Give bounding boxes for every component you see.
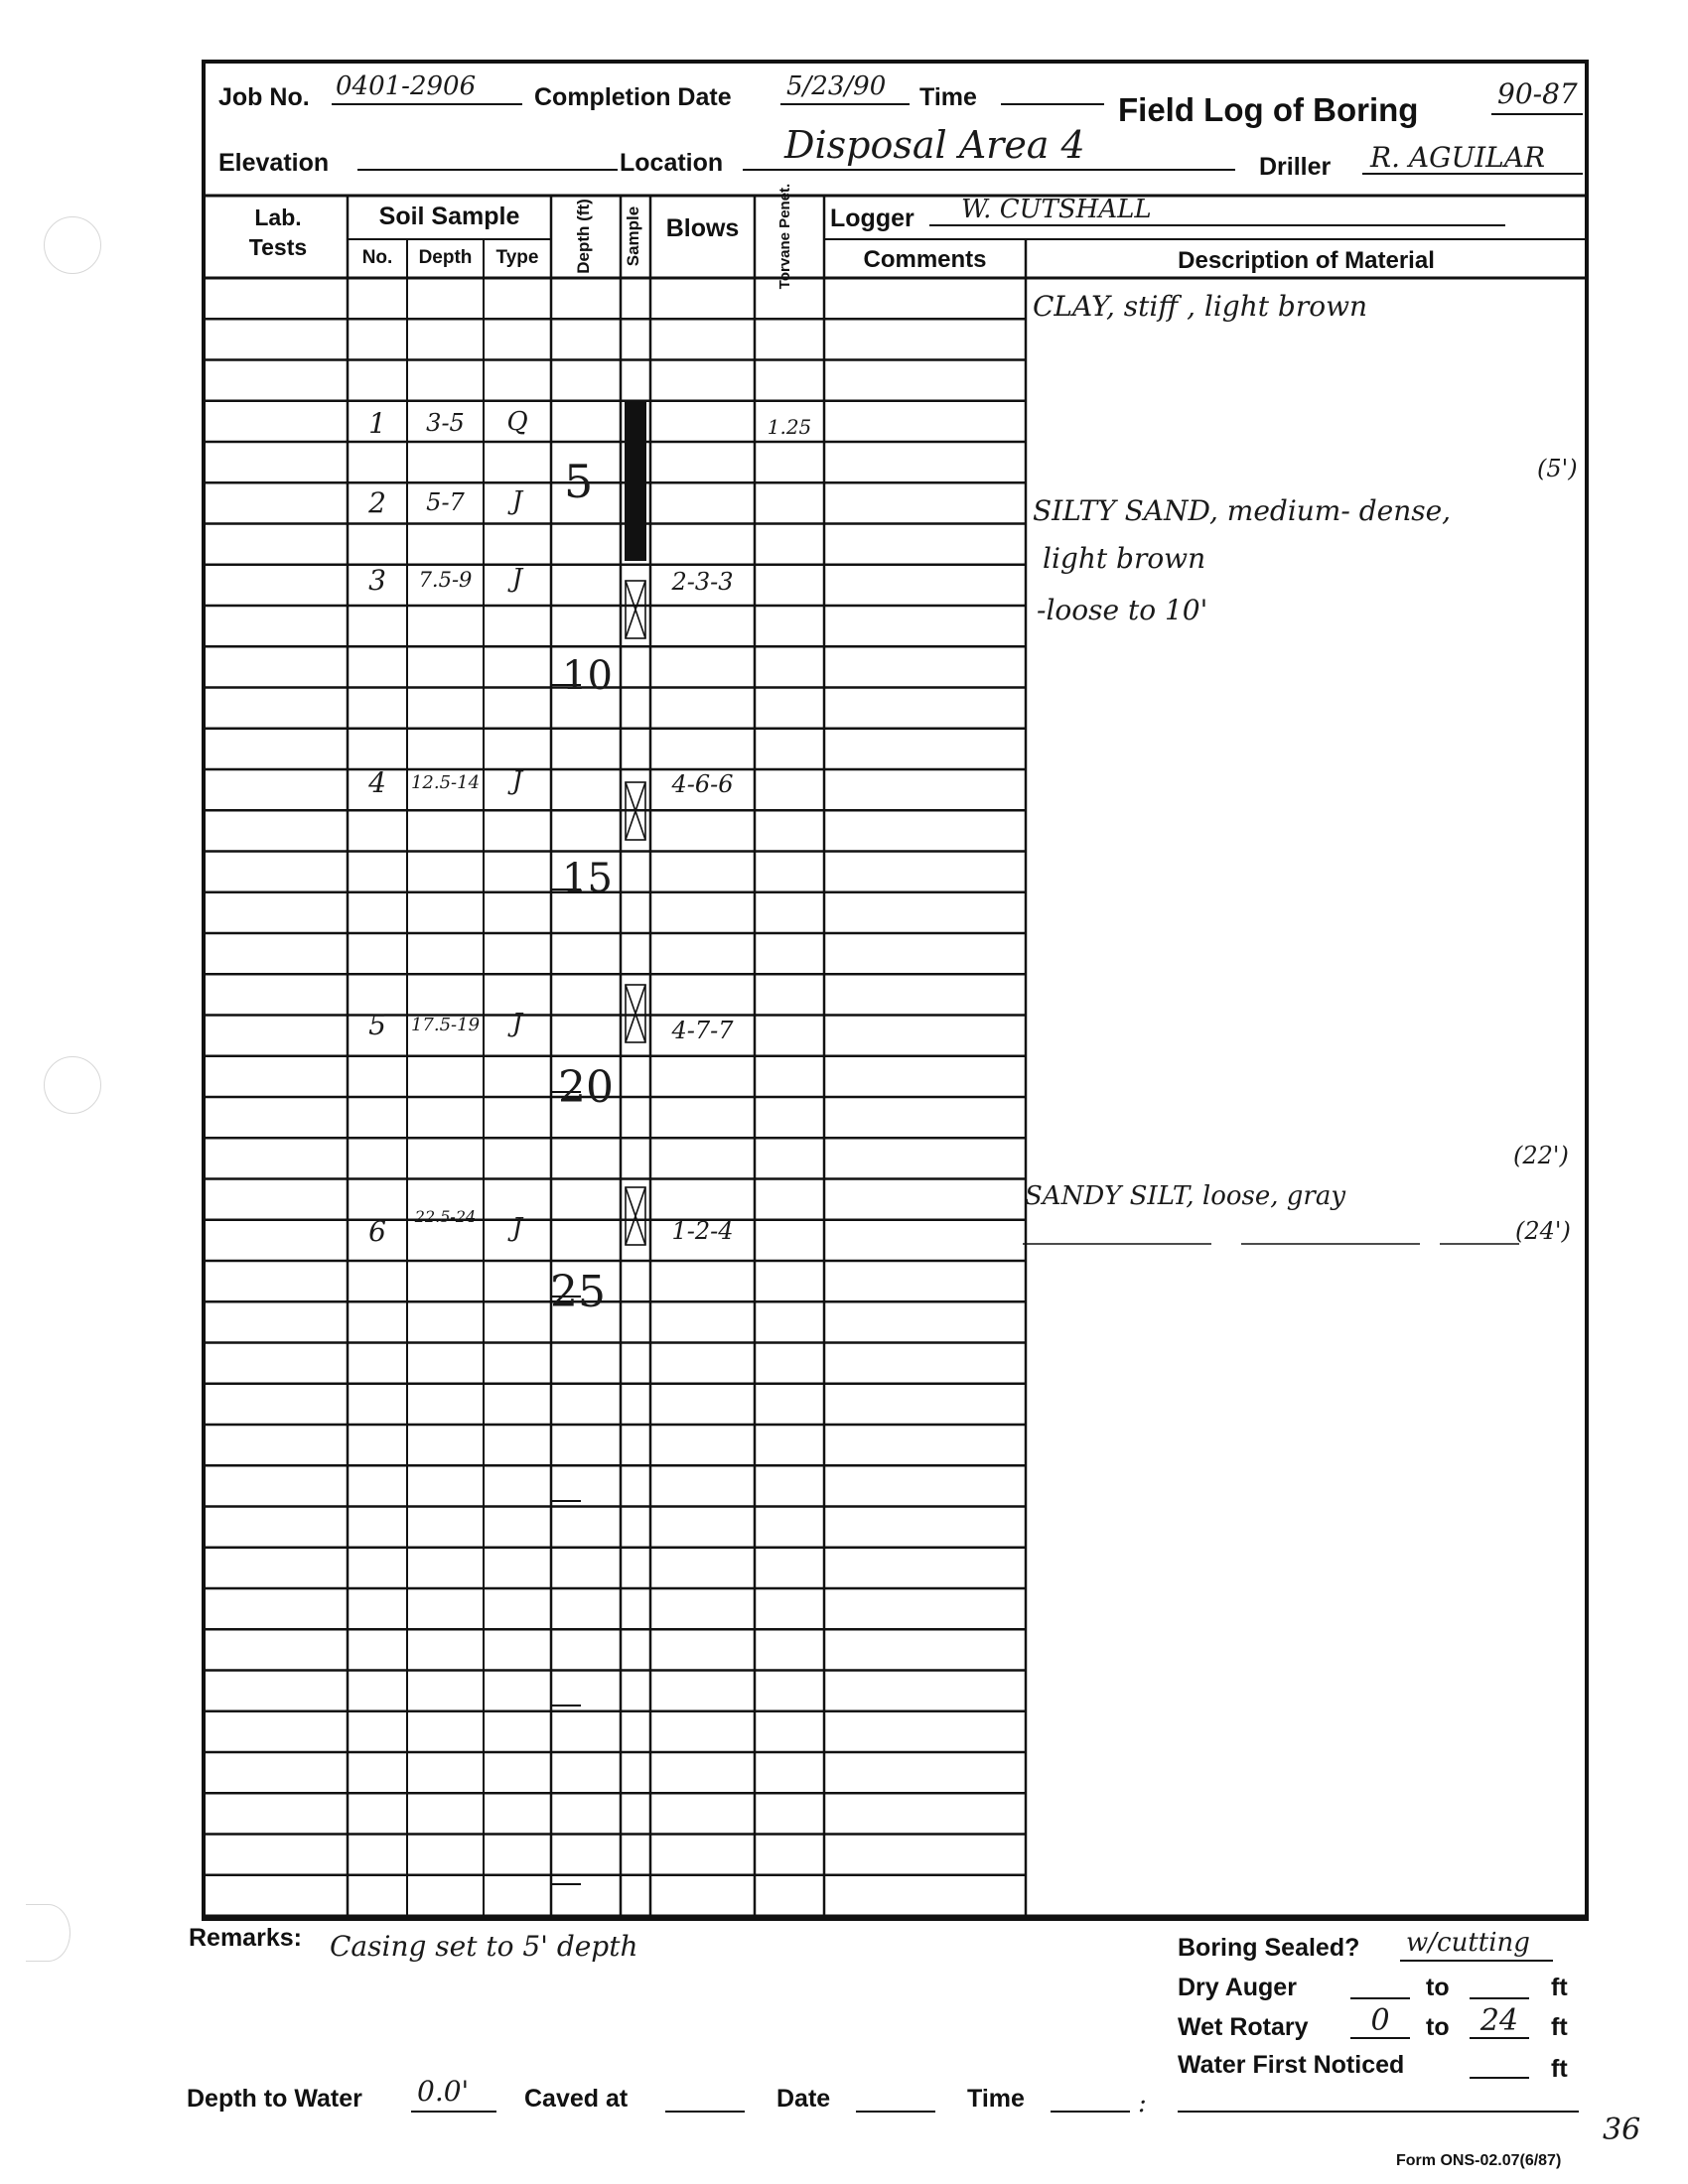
sample-depth: 17.5-19: [410, 1015, 481, 1035]
description-sandy-silt-end-depth: (24'): [1515, 1217, 1571, 1245]
time-footer-label: Time: [967, 2085, 1025, 2113]
boring-sealed-label: Boring Sealed?: [1178, 1934, 1360, 1962]
col-torvane: Torvane Penet.: [776, 183, 793, 290]
water-first-noticed-field[interactable]: [1470, 2077, 1529, 2079]
driller-value: R. AGUILAR: [1370, 141, 1546, 174]
col-blows: Blows: [665, 214, 740, 242]
sample-depth: 3-5: [426, 409, 465, 437]
sample-bar-solid: [625, 402, 646, 561]
blows-value: 4-7-7: [671, 1017, 734, 1044]
caved-at-field[interactable]: [665, 2111, 745, 2113]
sample-no: 1: [368, 407, 386, 440]
dry-auger-from-field[interactable]: [1350, 1997, 1410, 1999]
depth-mark: 25: [550, 1267, 606, 1317]
sample-depth: 22.5-24: [414, 1207, 477, 1226]
description-silty-sand-end-depth: (22'): [1513, 1142, 1569, 1169]
sample-depth: 12.5-14: [410, 772, 481, 793]
sample-no: 5: [368, 1009, 386, 1041]
water-first-noticed-label: Water First Noticed: [1178, 2051, 1405, 2079]
completion-date-value: 5/23/90: [786, 71, 887, 101]
sample-no: 2: [368, 486, 386, 519]
job-no-label: Job No.: [218, 83, 310, 111]
blows-value: 1-2-4: [671, 1217, 734, 1245]
driller-underline: [1362, 173, 1583, 175]
depth-mark: 20: [558, 1062, 614, 1113]
remarks-value: Casing set to 5' depth: [330, 1930, 638, 1963]
date-label: Date: [776, 2085, 831, 2113]
blows-value: 2-3-3: [671, 568, 734, 596]
wet-rotary-to-label: to: [1426, 2013, 1450, 2041]
col-type: Type: [495, 247, 539, 268]
boring-no-underline: [1491, 113, 1583, 115]
time-label: Time: [919, 83, 977, 111]
boring-no-value: 90-87: [1497, 77, 1578, 110]
boring-sealed-value: w/cutting: [1406, 1928, 1530, 1958]
form-number: Form ONS-02.07(6/87): [1396, 2152, 1562, 2169]
elevation-label: Elevation: [218, 149, 330, 177]
sample-no: 4: [368, 766, 386, 799]
time-footer-field[interactable]: [1051, 2111, 1130, 2113]
wet-rotary-to: 24: [1479, 2003, 1519, 2038]
col-depth: Depth: [418, 247, 473, 268]
sample-no: 6: [368, 1215, 386, 1248]
remarks-label: Remarks:: [189, 1924, 302, 1952]
blows-value: 4-6-6: [671, 770, 734, 798]
logger-value: W. CUTSHALL: [961, 195, 1152, 224]
sample-type: J: [511, 1213, 523, 1243]
description-clay: CLAY, stiff , light brown: [1033, 290, 1368, 323]
col-description: Description of Material: [1178, 247, 1435, 274]
description-sandy-silt: SANDY SILT, loose, gray: [1025, 1181, 1346, 1211]
time-colon: :: [1138, 2089, 1147, 2118]
completion-date-underline: [780, 103, 910, 105]
page-number: 36: [1603, 2113, 1641, 2147]
depth-mark: 15: [562, 856, 613, 901]
sample-no: 3: [368, 564, 386, 597]
description-clay-end-depth: (5'): [1537, 455, 1578, 482]
dry-auger-to-field[interactable]: [1470, 1997, 1529, 1999]
location-label: Location: [620, 149, 724, 177]
description-silty-sand: SILTY SAND, medium- dense,: [1033, 494, 1452, 527]
page-title: Field Log of Boring: [1118, 91, 1419, 128]
description-silty-sand-color: light brown: [1043, 542, 1206, 575]
boring-sealed-underline: [1400, 1960, 1553, 1962]
dry-auger-label: Dry Auger: [1178, 1974, 1297, 2001]
job-no-underline: [332, 103, 522, 105]
sample-depth: 7.5-9: [418, 568, 473, 592]
depth-to-water-underline: [411, 2111, 496, 2113]
wet-rotary-from: 0: [1370, 2003, 1390, 2038]
depth-to-water-value: 0.0': [417, 2075, 470, 2108]
col-lab-tests: Lab. Tests: [248, 205, 308, 260]
logger-label: Logger: [830, 205, 914, 232]
water-first-noticed-ft-label: ft: [1551, 2055, 1568, 2083]
depth-mark: 5: [564, 455, 594, 508]
footer-trailing-line: [1178, 2111, 1579, 2113]
depth-to-water-label: Depth to Water: [187, 2085, 362, 2113]
logger-underline: [929, 224, 1505, 226]
caved-at-label: Caved at: [524, 2085, 629, 2113]
dry-auger-ft-label: ft: [1551, 1974, 1568, 2001]
col-comments: Comments: [863, 246, 987, 273]
wet-rotary-label: Wet Rotary: [1178, 2013, 1309, 2041]
wet-rotary-from-underline: [1350, 2037, 1410, 2039]
date-field[interactable]: [856, 2111, 935, 2113]
col-no: No.: [361, 247, 393, 268]
sample-type: J: [511, 486, 523, 516]
location-value: Disposal Area 4: [784, 123, 1085, 167]
depth-mark: 10: [562, 653, 613, 699]
col-soil-sample: Soil Sample: [378, 203, 520, 230]
dry-auger-to-label: to: [1426, 1974, 1450, 2001]
wet-rotary-ft-label: ft: [1551, 2013, 1568, 2041]
torvane-value: 1.25: [767, 415, 812, 439]
wet-rotary-to-underline: [1470, 2037, 1529, 2039]
sample-type: J: [511, 564, 523, 594]
sample-depth: 5-7: [426, 488, 465, 516]
sample-type: J: [511, 766, 523, 796]
driller-label: Driller: [1259, 153, 1332, 181]
description-silty-sand-note: -loose to 10': [1037, 594, 1208, 626]
job-no-value: 0401-2906: [336, 71, 477, 101]
elevation-underline: [357, 169, 618, 171]
completion-date-label: Completion Date: [534, 83, 732, 111]
location-underline: [743, 169, 1235, 171]
time-underline: [1001, 103, 1104, 105]
col-sample: Sample: [624, 205, 642, 267]
sample-type: J: [511, 1009, 523, 1038]
sample-type: Q: [506, 407, 528, 437]
col-depth-ft: Depth (ft): [574, 199, 593, 274]
